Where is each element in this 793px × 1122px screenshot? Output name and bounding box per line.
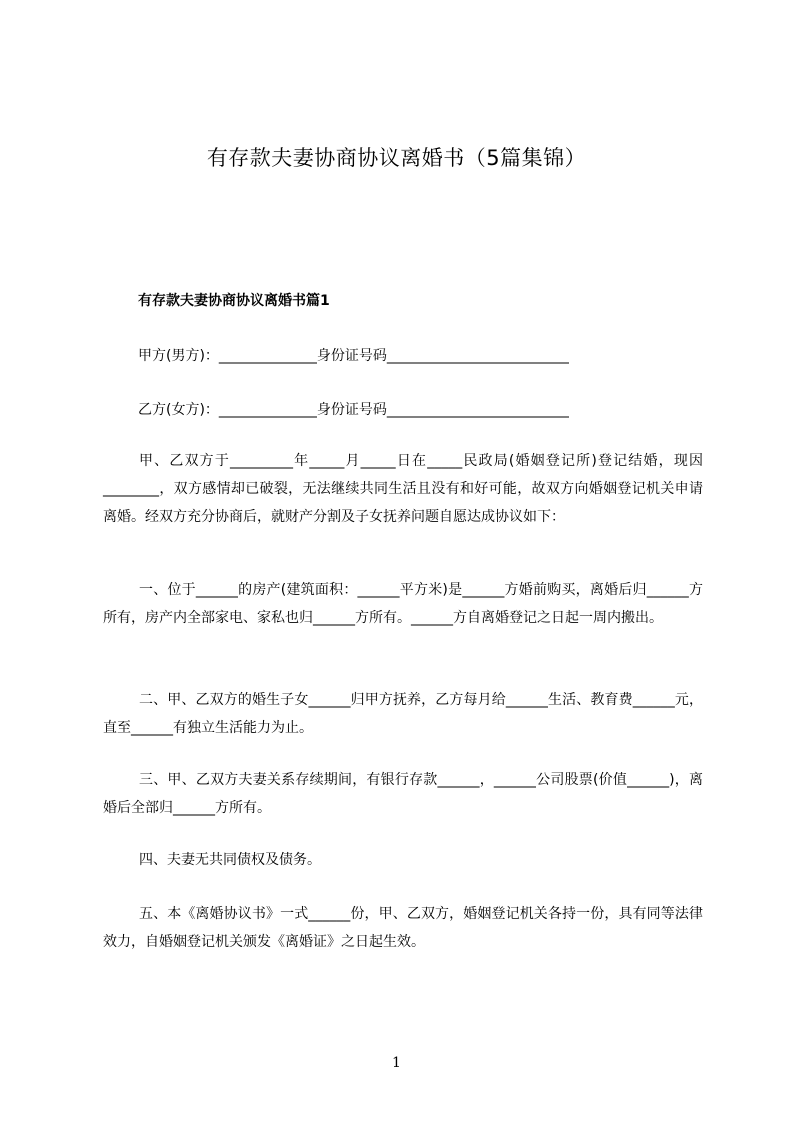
- clause-2-paragraph: 二、甲、乙双方的婚生子女______归甲方抚养，乙方每月给______生活、教育费______元，直至______有独立生活能力为止。: [103, 692, 703, 736]
- document-title: 有存款夫妻协商协议离婚书（5篇集锦）: [206, 146, 587, 170]
- party-a-line: 甲方(男方)：______________身份证号码__________________________: [138, 348, 569, 364]
- party-b-line: 乙方(女方)：______________身份证号码__________________________: [138, 402, 569, 418]
- page-number: 1: [392, 1055, 401, 1071]
- section-heading: 有存款夫妻协商协议离婚书篇1: [138, 293, 330, 309]
- clause-3-paragraph: 三、甲、乙双方夫妻关系存续期间，有银行存款______，______公司股票(价值______)，离婚后全部归______方所有。: [103, 772, 703, 816]
- clause-1-paragraph: 一、位于______的房产(建筑面积：______平方米)是______方婚前购买，离婚后归______方所有，房产内全部家电、家私也归______方所有。______方自离婚登记之日起一周内搬出。: [103, 582, 703, 626]
- clause-4-paragraph: 四、夫妻无共同债权及债务。: [139, 852, 321, 868]
- intro-paragraph: 甲、乙双方于_________年_____月_____日在_____民政局(婚姻登记所)登记结婚，现因________，双方感情却已破裂，无法继续共同生活且没有和好可能，故双方向婚姻登记机关申请离婚。经双方充分协商后，就财产分割及子女抚养问题自愿达成协议如下：: [103, 453, 703, 525]
- clause-5-paragraph: 五、本《离婚协议书》一式______份，甲、乙双方，婚姻登记机关各持一份，具有同等法律效力，自婚姻登记机关颁发《离婚证》之日起生效。: [103, 906, 703, 950]
